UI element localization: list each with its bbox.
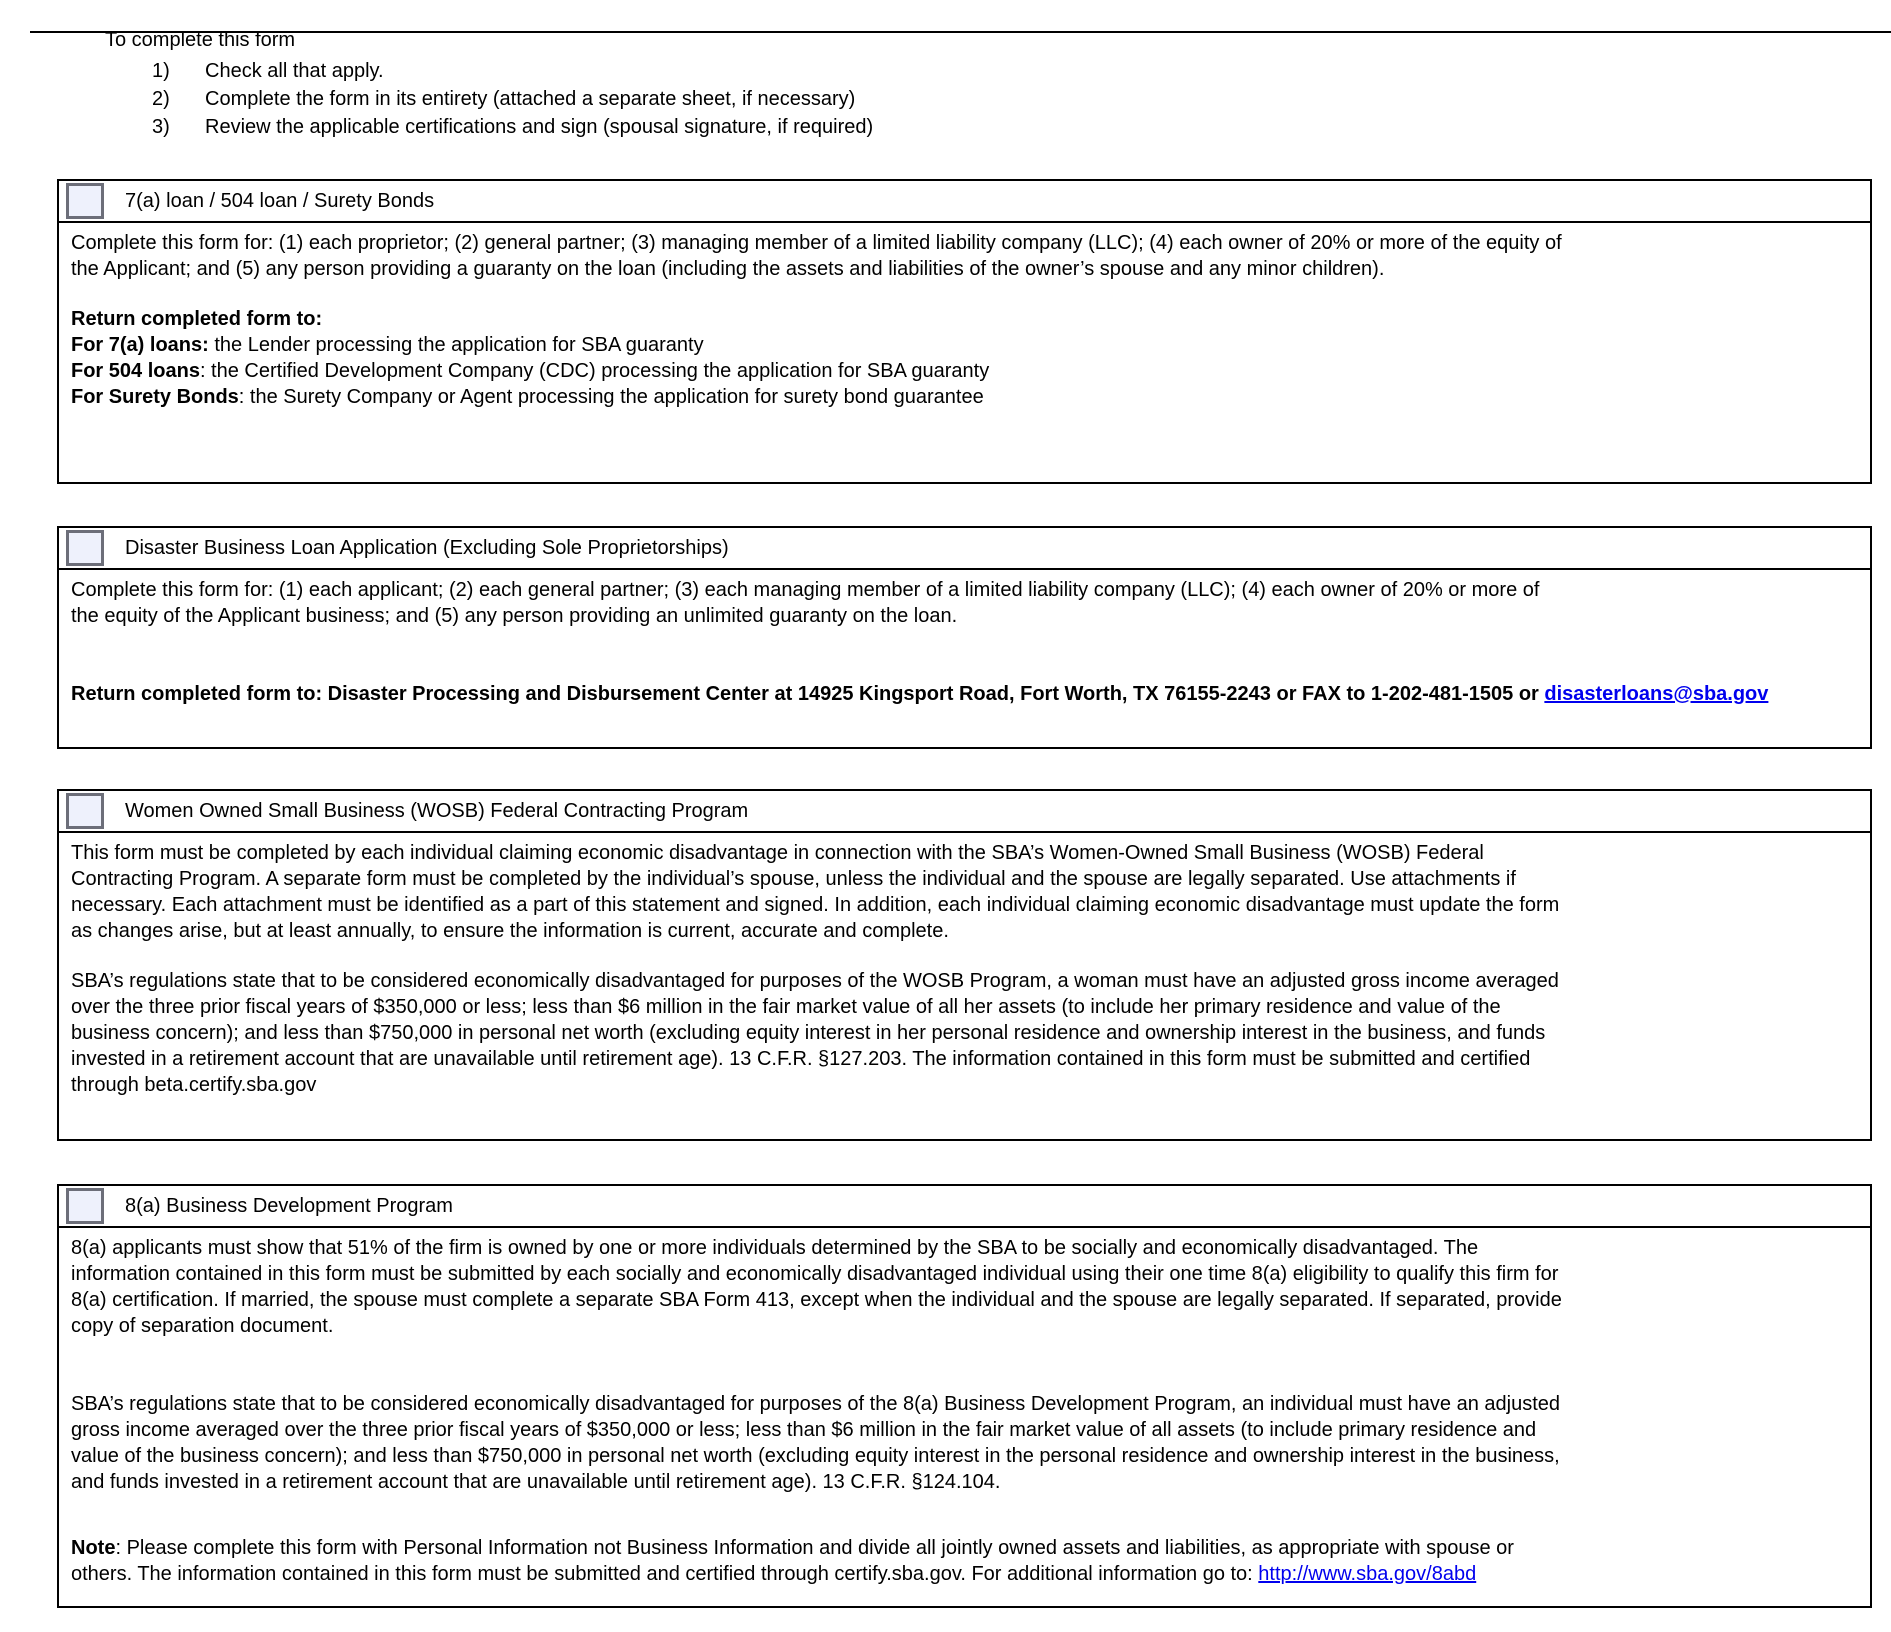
section-title: Women Owned Small Business (WOSB) Federal Contracting Program (125, 800, 749, 822)
sba-8abd-link[interactable]: http://www.sba.gov/8abd (1258, 1563, 1477, 1585)
intro-title: To complete this form (105, 29, 296, 51)
spacer (71, 944, 1852, 968)
note-label: Note (71, 1537, 116, 1559)
top-divider (30, 31, 1891, 33)
wosb-paragraph-1: This form must be completed by each individual claiming economic disadvantage in connection with the SBA’s Women-Owned Small Business (WOSB) Federal Contracting Program. A separate form must be completed by the individual’s spouse, unless the individual and the spouse are legally separated. Use attachments if necessary. Each attachment must be identified as a part of this statement and signed. In addition, each individual claiming economic disadvantage must update the form as changes arise, but at least annually, to ensure the information is current, accurate and complete. (71, 842, 1560, 942)
section-wosb (57, 789, 1872, 1141)
section-title: 7(a) loan / 504 loan / Surety Bonds (125, 190, 435, 212)
section-body (59, 570, 1870, 707)
return-text: Return completed form to: Disaster Processing and Disbursement Center at 14925 Kingsport Road, Fort Worth, TX 76155-2243 or FAX to 1-202-481-1505 or (71, 683, 1545, 705)
step-number: 3) (152, 116, 170, 138)
wosb-paragraph-2: SBA’s regulations state that to be considered economically disadvantaged for purposes of the WOSB Program, a woman must have an adjusted gross income averaged over the three prior fiscal years of $350,000 or less; less than $6 million in the fair market value of all her assets (to include her primary residence and value of the business concern); and less than $750,000 in personal net worth (excluding equity interest in her personal residence and ownership interest in the business, and funds invested in a retirement account that are unavailable until retirement age). 13 C.F.R. §127.203. The information contained in this form must be submitted and certified through beta.certify.sba.gov (71, 970, 1559, 1096)
spacer (71, 1339, 1852, 1391)
step-text: Review the applicable certifications and sign (spousal signature, if required) (205, 116, 874, 138)
bd8a-paragraph-1: 8(a) applicants must show that 51% of the firm is owned by one or more individuals determined by the SBA to be socially and economically disadvantaged. The information contained in this form must be submitted by each socially and economically disadvantaged individual using their one time 8(a) eligibility to qualify this firm for 8(a) certification. If married, the spouse must complete a separate SBA Form 413, except when the individual and the spouse are legally separated. If separated, provide copy of separation document. (71, 1237, 1562, 1337)
return-line-text: the Lender processing the application for SBA guaranty (208, 334, 704, 356)
return-heading: Return completed form to: (71, 308, 323, 330)
intro-step (105, 85, 1891, 113)
section-header (59, 791, 1870, 833)
section-7a-504-surety-bonds (57, 179, 1872, 484)
intro-steps (105, 57, 1891, 141)
section-8a-bd-program (57, 1184, 1872, 1608)
intro-step (105, 57, 1891, 85)
return-line-label: For 504 loans (71, 360, 200, 382)
checkbox-8a[interactable] (66, 1188, 104, 1224)
return-line-text: : the Certified Development Company (CDC) processing the application for SBA guaranty (199, 360, 990, 382)
bd8a-note (71, 1535, 1566, 1587)
spacer (71, 1495, 1852, 1535)
checkbox-disaster-loan[interactable] (66, 530, 104, 566)
checkbox-wosb[interactable] (66, 793, 104, 829)
intro-block (105, 27, 1891, 141)
return-instructions (71, 681, 1852, 707)
section-intro-paragraph: Complete this form for: (1) each applicant; (2) each general partner; (3) each managing member of a limited liability company (LLC); (4) each owner of 20% or more of the equity of the Applicant business; and (5) any person providing an unlimited guaranty on the loan. (71, 579, 1540, 627)
spacer (71, 282, 1852, 306)
step-number: 2) (152, 88, 170, 110)
section-body (59, 833, 1870, 1098)
bd8a-paragraph-2: SBA’s regulations state that to be considered economically disadvantaged for purposes of the 8(a) Business Development Program, an individual must have an adjusted gross income averaged over the three prior fiscal years of $350,000 or less; less than $6 million in the fair market value of all assets (to include primary residence and value of the business concern); and less than $750,000 in personal net worth (excluding equity interest in the personal residence and ownership interest in the business, and funds invested in a retirement account that are unavailable until retirement age). 13 C.F.R. §124.104. (71, 1393, 1561, 1493)
return-line-text: : the Surety Company or Agent processing the application for surety bond guarantee (238, 386, 984, 408)
section-body (59, 223, 1870, 410)
section-intro-paragraph: Complete this form for: (1) each proprietor; (2) general partner; (3) managing member of a limited liability company (LLC); (4) each owner of 20% or more of the equity of the Applicant; and (5) any person providing a guaranty on the loan (including the assets and liabilities of the owner’s spouse and any minor children). (71, 232, 1562, 280)
section-header (59, 181, 1870, 223)
section-body (59, 1228, 1870, 1587)
step-text: Complete the form in its entirety (attached a separate sheet, if necessary) (205, 88, 856, 110)
spacer (71, 629, 1852, 681)
section-header (59, 1186, 1870, 1228)
checkbox-7a-504-surety[interactable] (66, 183, 104, 219)
section-disaster-loan (57, 526, 1872, 749)
disasterloans-email-link[interactable]: disasterloans@sba.gov (1544, 683, 1769, 705)
step-number: 1) (152, 60, 170, 82)
return-instructions (71, 306, 1566, 410)
section-header (59, 528, 1870, 570)
note-text: : Please complete this form with Personal Information not Business Information and divide all jointly owned assets and liabilities, as appropriate with spouse or others. The information contained in this form must be submitted and certified through certify.sba.gov. For additional information go to: (71, 1537, 1514, 1585)
intro-step (105, 113, 1891, 141)
section-title: Disaster Business Loan Application (Excluding Sole Proprietorships) (125, 537, 729, 559)
section-title: 8(a) Business Development Program (125, 1195, 453, 1217)
step-text: Check all that apply. (205, 60, 384, 82)
return-line-label: For 7(a) loans: (71, 334, 209, 356)
return-line-label: For Surety Bonds (71, 386, 239, 408)
